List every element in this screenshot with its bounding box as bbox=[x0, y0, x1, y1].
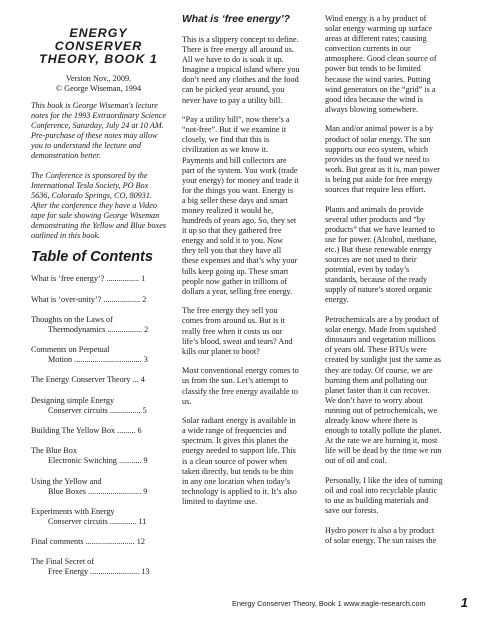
footer-text: Energy Conserver Theory, Book 1 www.eagle-research.com bbox=[232, 599, 426, 608]
title-line: CONSERVER bbox=[54, 39, 143, 53]
body-paragraph: Most conventional energy comes to us from the sun. Let’s attempt to classify the free energy available to us. bbox=[182, 366, 299, 406]
toc-entry-line: Designing simple Energy bbox=[31, 395, 115, 405]
toc-entry bbox=[31, 537, 166, 547]
toc-entry-line: The Energy Conserver Theory ... 4 bbox=[31, 375, 145, 385]
toc-entry bbox=[31, 477, 166, 497]
toc-entry bbox=[31, 274, 166, 284]
toc-entry-line: Free Energy ........................ 13 bbox=[48, 567, 150, 577]
copyright-line: © George Wiseman, 1994 bbox=[55, 84, 142, 93]
toc-entry-line: Conserver circuits ............... 5 bbox=[48, 405, 147, 415]
version-info bbox=[31, 74, 166, 94]
intro-paragraph: This book is George Wiseman's lecture notes for the 1993 Extraordinary Science Conference, Saturday, July 24 at 10 AM. Pre-purchase of these notes may allow you to understand the lecture and demonstration better. bbox=[31, 101, 166, 161]
body-paragraph: Petrochemicals are a by product of solar energy. Made from squished dinosaurs and vegetation millions of years old. These BTUs were created by sunlight just the same as they are today. Of course, we are burning them and polluting our planet faster than it can recover. We don’t have to worry about running out of petrochemicals, we already know where there is enough to totally pollute the planet. At the rate we are burning it, most life will be dead by the time we run out of oil and coal. bbox=[325, 315, 442, 466]
middle-column bbox=[182, 14, 312, 517]
toc-entry bbox=[31, 446, 166, 466]
toc-entry-line: Blue Boxes .......................... 9 bbox=[48, 486, 148, 496]
toc-entry bbox=[31, 345, 166, 365]
title-line: ENERGY bbox=[69, 26, 128, 40]
toc-entry-line: What is ‘free energy’? ................ 1 bbox=[31, 274, 146, 284]
toc-entry-line: What is ‘over-unity’? .................. 2 bbox=[31, 294, 147, 304]
right-column bbox=[325, 14, 460, 556]
toc-entry bbox=[31, 507, 166, 527]
body-paragraph: This is a slippery concept to define. There is free energy all around us. All we have to do is soak it up. Imagine a tropical island where you don’t need any clothes and the food can be picked year around, you never have to pay a utility bill. bbox=[182, 35, 300, 105]
body-paragraph: “Pay a utility bill”, now there’s a “not-free”. But if we examine it closely, we find that this is civilization as we know it. Payments and bill collectors are part of the system. You work (trade your energy) for money and trade it for the things you want. Energy is a big seller these days and smart money realized it would be, hundreds of years ago. So, they set it up so that they gathered free energy and sold it to you. Now they tell you that they have all these expenses and that’s why your bills keep going up. These smart people now gather in trillions of dollars a year, selling free energy. bbox=[182, 115, 299, 296]
toc-entry-line: Conserver circuits ............. 11 bbox=[48, 516, 147, 526]
toc-entry bbox=[31, 557, 166, 577]
toc-entry-line: Comments on Perpetual bbox=[31, 345, 110, 355]
toc-entry-line: Thoughts on the Laws of bbox=[31, 314, 113, 324]
body-paragraph: Man and/or animal power is a by product of solar energy. The sun supports our eco system, which provides us the food we need to work. But great as it is, man power is being put aside for free energy sources that require less effort. bbox=[325, 124, 440, 194]
toc-entry-line: Thermodynamics ................. 2 bbox=[48, 324, 149, 334]
toc-entry-line: Motion ................................. 3 bbox=[48, 355, 148, 365]
toc-entry bbox=[31, 396, 166, 416]
version-line: Version Nov., 2009. bbox=[65, 74, 132, 83]
toc-entry bbox=[31, 426, 166, 436]
intro-paragraph: The Conference is sponsored by the International Tesla Society, PO Box 5636, Colorado Springs, CO, 80931. After the conference they have a Video tape for sale showing George Wiseman demonstrating the Yellow and Blue boxes outlined in this book. bbox=[31, 170, 167, 241]
page-number: 1 bbox=[460, 595, 468, 610]
toc-entry-line: Final comments ........................ 12 bbox=[31, 537, 145, 547]
body-paragraph: The free energy they sell you comes from around us. But is it really free when it costs us our life’s blood, sweat and tears? And kills our planet to boot? bbox=[182, 306, 293, 356]
toc-entry bbox=[31, 375, 166, 385]
toc-entry-line: Electronic Switching ........... 9 bbox=[48, 456, 148, 466]
page-footer bbox=[232, 597, 468, 611]
left-column bbox=[31, 14, 166, 588]
body-paragraph: Wind energy is a by product of solar energy warming up surface areas at different rates; causing convection currents in our atmosphere. Good clean source of power but tends to be limited because the wind varies. Putting wind generators on the “grid” is a good idea because the wind is always blowing somewhere. bbox=[325, 14, 437, 114]
title-line: THEORY, BOOK 1 bbox=[39, 52, 158, 66]
toc-entry bbox=[31, 295, 166, 305]
document-title bbox=[31, 27, 166, 66]
table-of-contents bbox=[31, 274, 166, 577]
toc-entry-line: Building The Yellow Box ......... 6 bbox=[31, 426, 142, 435]
toc-entry-line: Using the Yellow and bbox=[31, 476, 102, 486]
toc-entry-line: The Final Secret of bbox=[31, 557, 94, 567]
body-paragraph: Personally, I like the idea of turning oil and coal into recyclable plastic to use as building materials and save our forests. bbox=[325, 475, 443, 516]
toc-entry-line: Experiments with Energy bbox=[31, 506, 115, 516]
body-paragraph: Hydro power is also a by product of solar energy. The sun raises the bbox=[325, 525, 437, 545]
section-heading: What is ‘free energy’? bbox=[182, 14, 290, 25]
toc-entry bbox=[31, 315, 166, 335]
body-paragraph: Solar radiant energy is available in a wide range of frequencies and spectrum. It gives this planet the energy needed to support life. This is a clean source of power when taken directly, but tends to be thin in any one location when today’s technology is applied to it. It’s also limited to daytime use. bbox=[182, 416, 297, 506]
toc-heading: Table of Contents bbox=[31, 249, 153, 266]
body-paragraph: Plants and animals do provide several other products and “by products” that we have learned to use for power. (Alcohol, methane, etc.) But these renewable energy sources are not used to their potential, even by today’s standards, because of the ready supply of nature’s stored organic energy. bbox=[325, 204, 437, 305]
toc-entry-line: The Blue Box bbox=[31, 446, 77, 456]
